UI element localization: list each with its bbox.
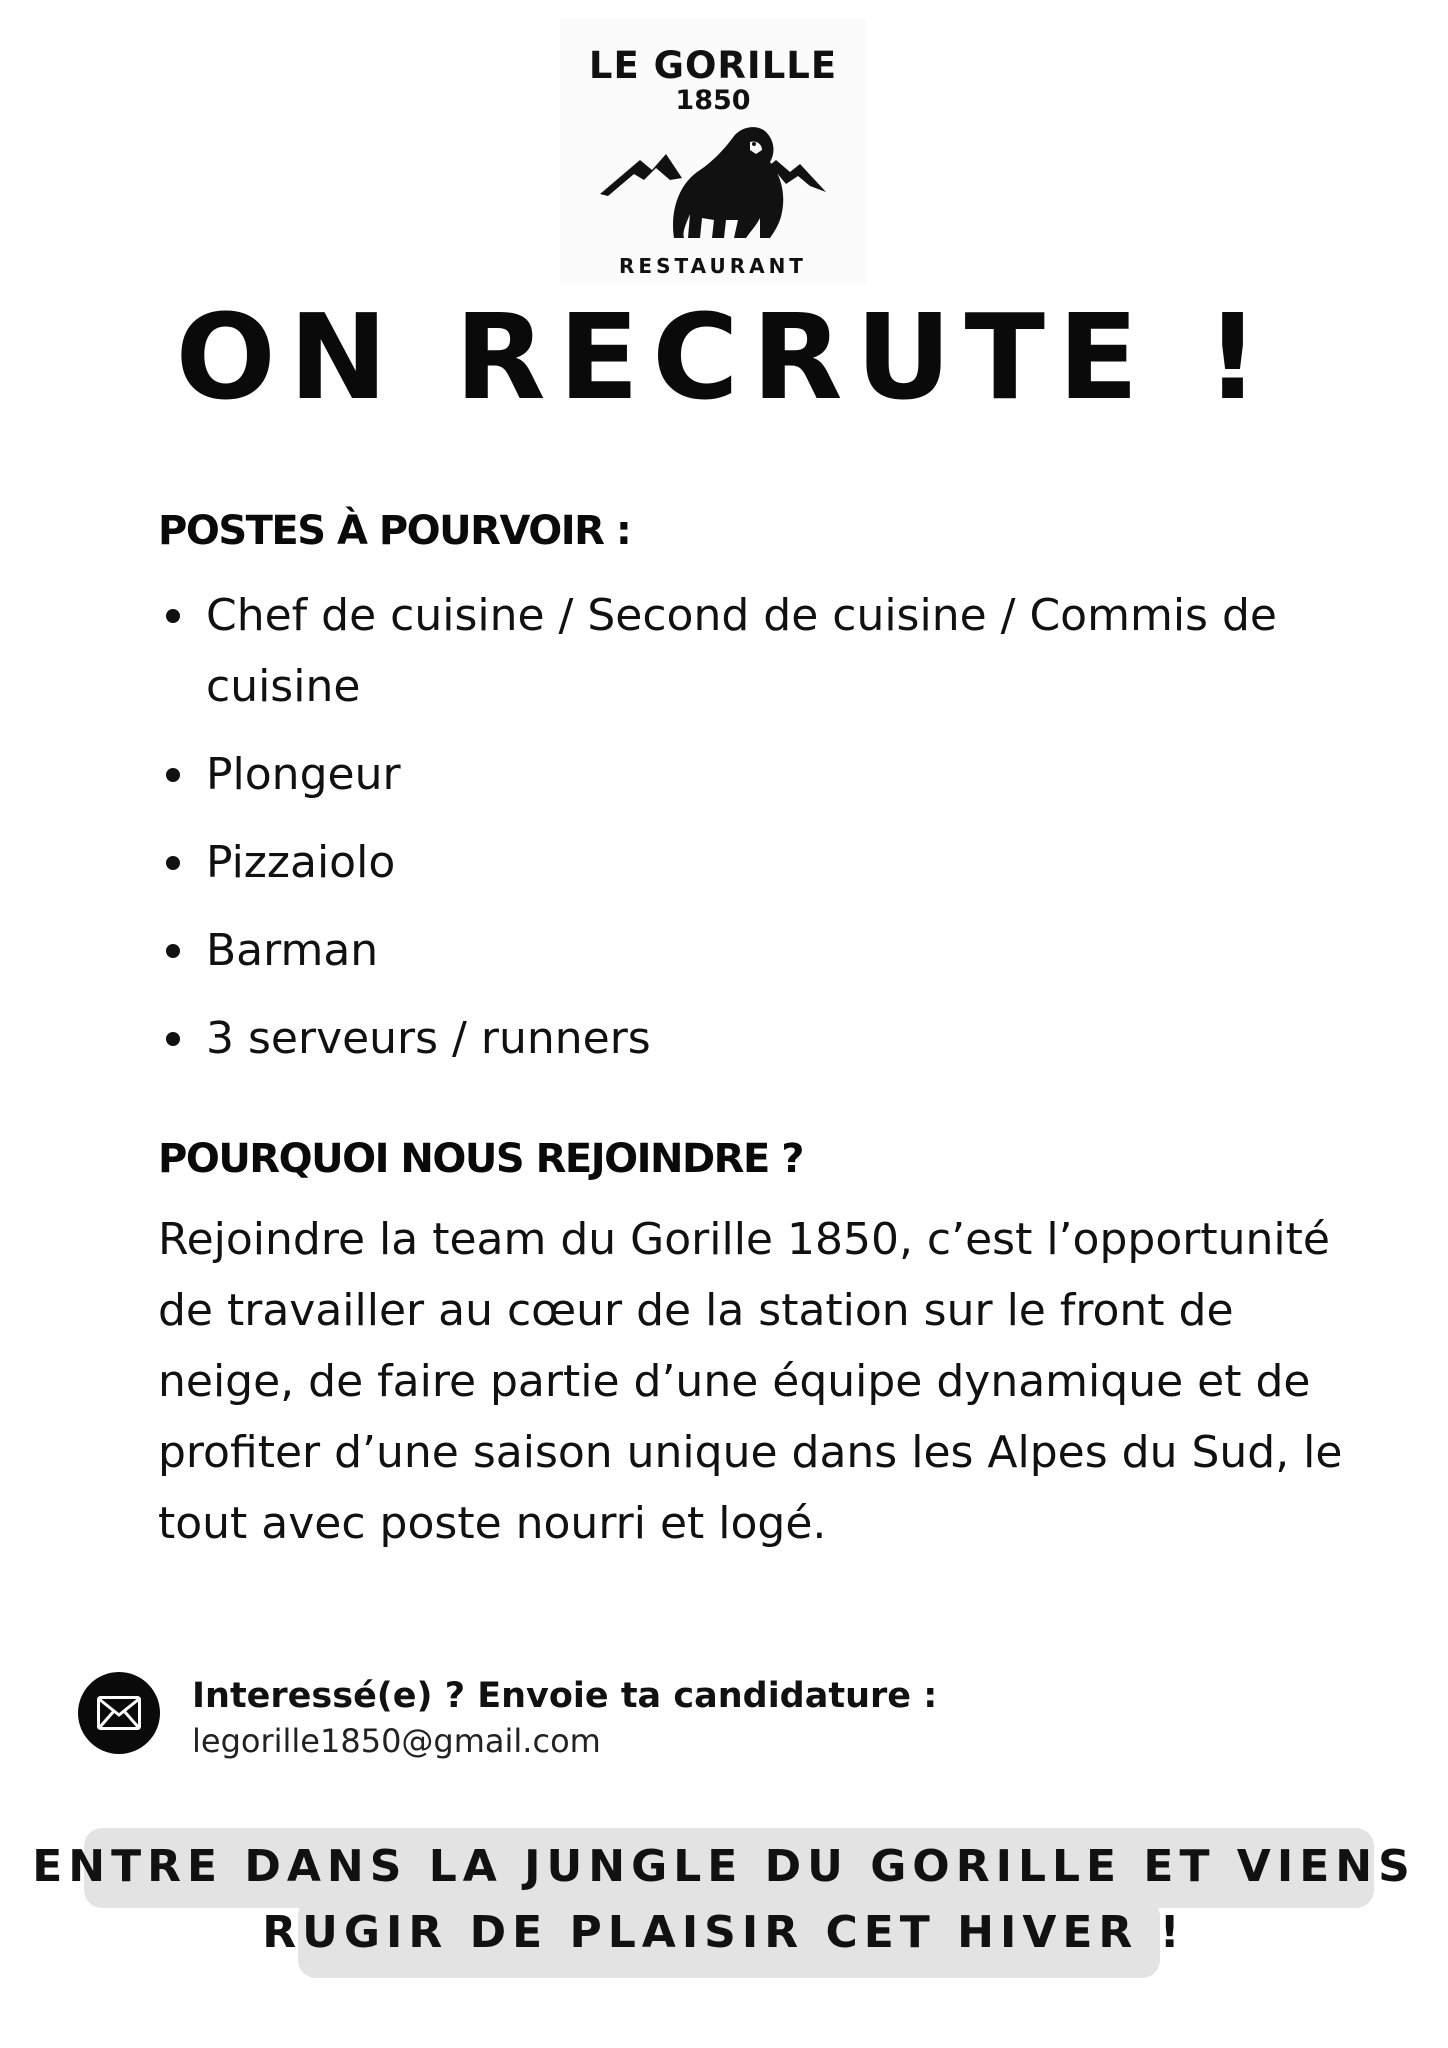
contact-email-link[interactable]: legorille1850@gmail.com [192, 1722, 601, 1760]
positions-list [158, 580, 1358, 1091]
banner-line-1: ENTRE DANS LA JUNGLE DU GORILLE ET VIENS [32, 1841, 1416, 1892]
why-paragraph: Rejoindre la team du Gorille 1850, c’est l’opportunité de travailler au cœur de la station sur le front de neige, de faire partie d’une équipe dynamique et de profiter d’une saison unique dans les Alpes du Sud, le tout avec poste nourri et logé. [158, 1214, 1343, 1549]
list-item [158, 915, 1358, 986]
list-item [158, 580, 1358, 722]
restaurant-logo [560, 18, 866, 284]
banner-line-2: RUGIR DE PLAISIR CET HIVER ! [262, 1907, 1186, 1958]
bullet-icon [166, 1032, 180, 1046]
position-label: Barman [206, 925, 379, 976]
position-label: 3 serveurs / runners [206, 1013, 651, 1064]
positions-heading: POSTES À POURVOIR : [158, 508, 631, 554]
logo-name: LE GORILLE [588, 44, 838, 87]
logo-subtitle: RESTAURANT [619, 254, 807, 278]
list-item [158, 827, 1358, 898]
contact-label: Interessé(e) ? Envoie ta candidature : [192, 1676, 938, 1716]
position-label: Chef de cuisine / Second de cuisine / Commis de cuisine [206, 590, 1277, 712]
why-heading: POURQUOI NOUS REJOINDRE ? [158, 1136, 803, 1182]
bullet-icon [166, 856, 180, 870]
bullet-icon [166, 944, 180, 958]
envelope-icon [78, 1672, 160, 1754]
bullet-icon [166, 609, 180, 623]
position-label: Plongeur [206, 749, 401, 800]
bullet-icon [166, 768, 180, 782]
closing-banner [0, 1834, 1448, 1966]
position-label: Pizzaiolo [206, 837, 396, 888]
gorilla-mountain-icon [600, 120, 826, 270]
list-item [158, 739, 1358, 810]
page-title: ON RECRUTE ! [175, 288, 1273, 426]
logo-year: 1850 [675, 85, 751, 116]
list-item [158, 1003, 1358, 1074]
